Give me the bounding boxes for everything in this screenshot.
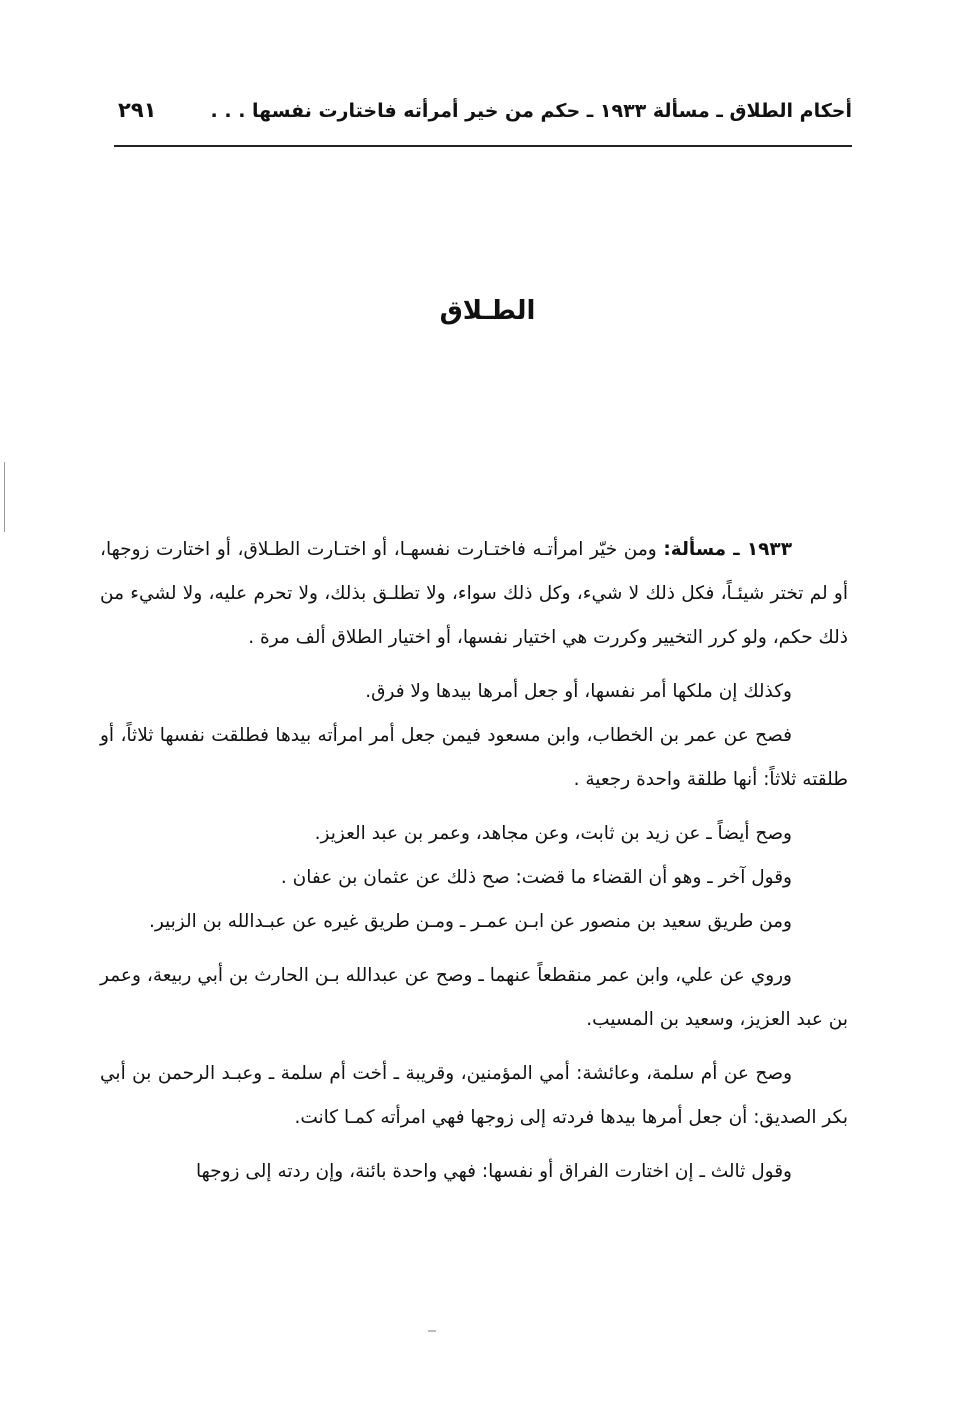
- scan-margin-mark: [4, 462, 5, 532]
- paragraph: ومن طريق سعيد بن منصور عن ابـن عمـر ـ ومـن طريق غيره عن عبـدالله بن الزبير.: [148, 911, 792, 932]
- paragraph: فصح عن عمر بن الخطاب، وابن مسعود فيمن جعل أمر امرأته بيدها فطلقت نفسها ثلاثاً، أو طلقته ثلاثاً: أنها طلقة واحدة رجعية .: [100, 725, 848, 790]
- paragraph: وصح عن أم سلمة، وعائشة: أمي المؤمنين، وقريبة ـ أخت أم سلمة ـ وعبـد الرحمن بن أبي بكر الصديق: أن جعل أمرها بيدها فردته إلى زوجها فهي امرأته كمـا كانت.: [100, 1063, 848, 1128]
- paragraph: وقول ثالث ـ إن اختارت الفراق أو نفسها: فهي واحدة بائنة، وإن ردته إلى زوجها: [196, 1161, 792, 1182]
- paragraph-text: ومن خيّر امرأتـه فاختـارت نفسهـا، أو اختـارت الطـلاق، أو اختارت زوجها، أو لم تختر شيئـاً، فكل ذلك لا شيء، وكل ذلك سواء، ولا تطلـق بذلك، ولا تحرم عليه، ولا لشيء من ذلك حكم، ولو كرر التخيير وكررت هي اختيار نفسها، أو اختيار الطلاق ألف مرة .: [100, 539, 848, 648]
- page-number: ٢٩١: [118, 98, 157, 122]
- paragraph: وقول آخر ـ وهو أن القضاء ما قضت: صح ذلك عن عثمان بن عفان .: [280, 867, 792, 888]
- running-header: [112, 92, 852, 132]
- masala-number: ١٩٣٣ ـ مسألة:: [663, 539, 792, 560]
- paragraph: وصح أيضاً ـ عن زيد بن ثابت، وعن مجاهد، وعمر بن عبد العزيز.: [314, 823, 792, 844]
- paragraph-masala: [100, 528, 848, 660]
- paragraph: وروي عن علي، وابن عمر منقطعاً عنهما ـ وصح عن عبدالله بـن الحارث بن أبي ربيعة، وعمر بن عبد العزيز، وسعيد بن المسيب.: [100, 965, 848, 1030]
- scan-speck: [428, 1330, 436, 1332]
- paragraph: وكذلك إن ملكها أمر نفسها، أو جعل أمرها بيدها ولا فرق.: [365, 681, 792, 702]
- body-text: [100, 528, 848, 1204]
- chapter-title: الطـلاق: [439, 296, 536, 326]
- header-rule: [114, 145, 852, 147]
- running-header-title: أحكام الطلاق ـ مسألة ١٩٣٣ ـ حكم من خير أمرأته فاختارت نفسها . . .: [210, 100, 852, 122]
